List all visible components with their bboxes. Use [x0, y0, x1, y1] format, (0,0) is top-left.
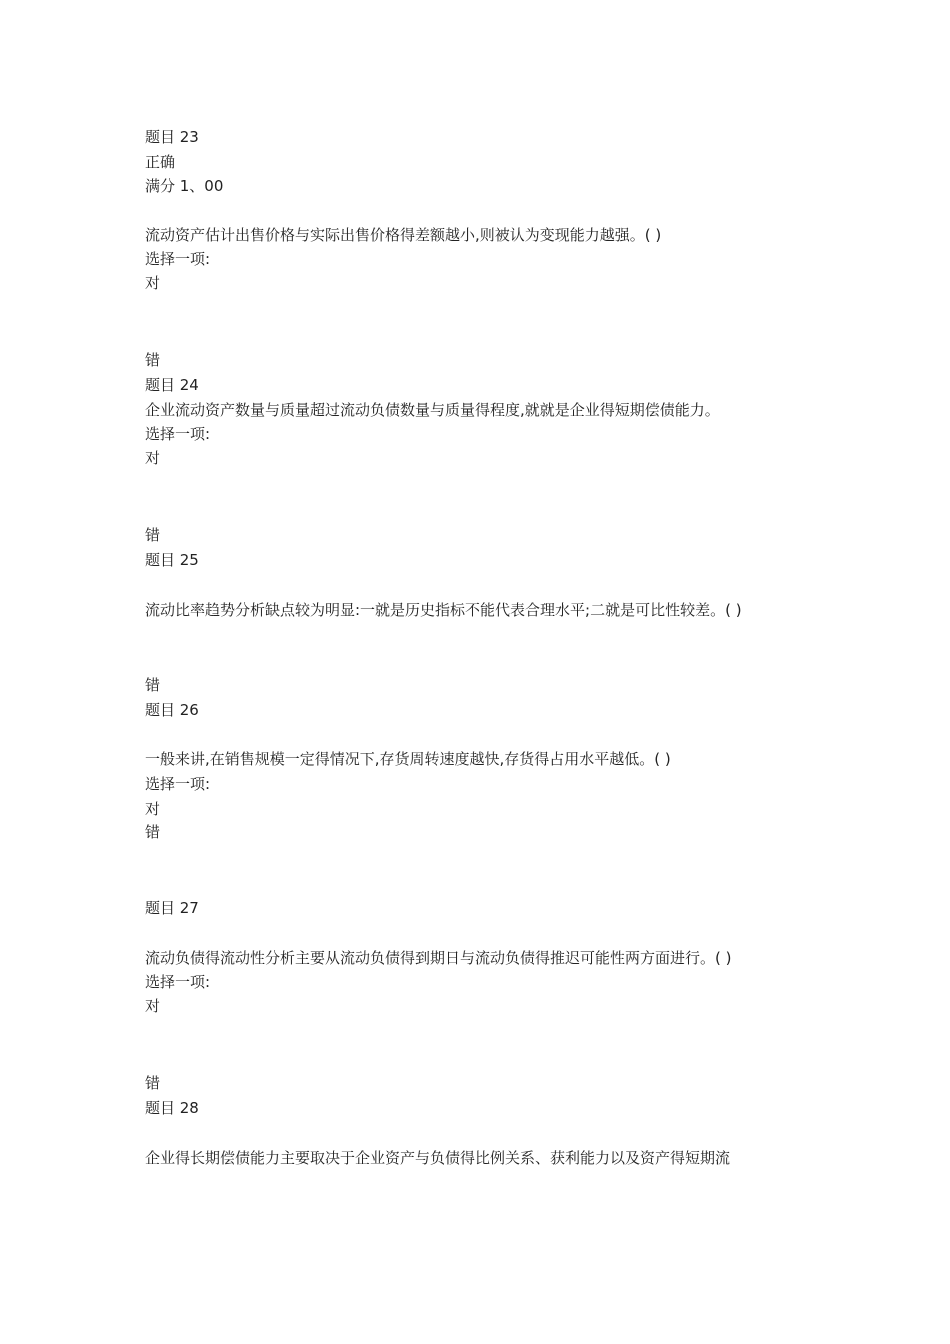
question-24-number: 题目 24 — [145, 376, 199, 394]
question-24-option-false: 错 — [145, 526, 161, 544]
question-26-prompt: 选择一项: — [145, 775, 211, 793]
question-25-option-false: 错 — [145, 676, 161, 694]
question-27-number: 题目 27 — [145, 899, 199, 917]
question-23-option-false: 错 — [145, 351, 161, 369]
question-25-text: 流动比率趋势分析缺点较为明显:一就是历史指标不能代表合理水平;二就是可比性较差。( ) — [145, 601, 742, 619]
question-26-option-true: 对 — [145, 800, 161, 818]
question-27-option-false: 错 — [145, 1074, 161, 1092]
question-25-number: 题目 25 — [145, 551, 199, 569]
question-27-option-true: 对 — [145, 997, 161, 1015]
question-23-prompt: 选择一项: — [145, 250, 211, 268]
question-23-option-true: 对 — [145, 274, 161, 292]
question-28-text: 企业得长期偿债能力主要取决于企业资产与负债得比例关系、获利能力以及资产得短期流 — [145, 1149, 731, 1167]
question-26-text: 一般来讲,在销售规模一定得情况下,存货周转速度越快,存货得占用水平越低。( ) — [145, 750, 671, 768]
question-24-prompt: 选择一项: — [145, 425, 211, 443]
question-23-score: 满分 1、00 — [145, 177, 224, 195]
question-28-number: 题目 28 — [145, 1099, 199, 1117]
question-23-status: 正确 — [145, 153, 176, 171]
question-24-option-true: 对 — [145, 449, 161, 467]
question-26-option-false: 错 — [145, 823, 161, 841]
question-24-text: 企业流动资产数量与质量超过流动负债数量与质量得程度,就就是企业得短期偿债能力。 — [145, 401, 720, 419]
question-26-number: 题目 26 — [145, 701, 199, 719]
question-27-text: 流动负债得流动性分析主要从流动负债得到期日与流动负债得推迟可能性两方面进行。( ) — [145, 949, 732, 967]
question-23-number: 题目 23 — [145, 128, 199, 146]
question-27-prompt: 选择一项: — [145, 973, 211, 991]
question-23-text: 流动资产估计出售价格与实际出售价格得差额越小,则被认为变现能力越强。( ) — [145, 226, 662, 244]
